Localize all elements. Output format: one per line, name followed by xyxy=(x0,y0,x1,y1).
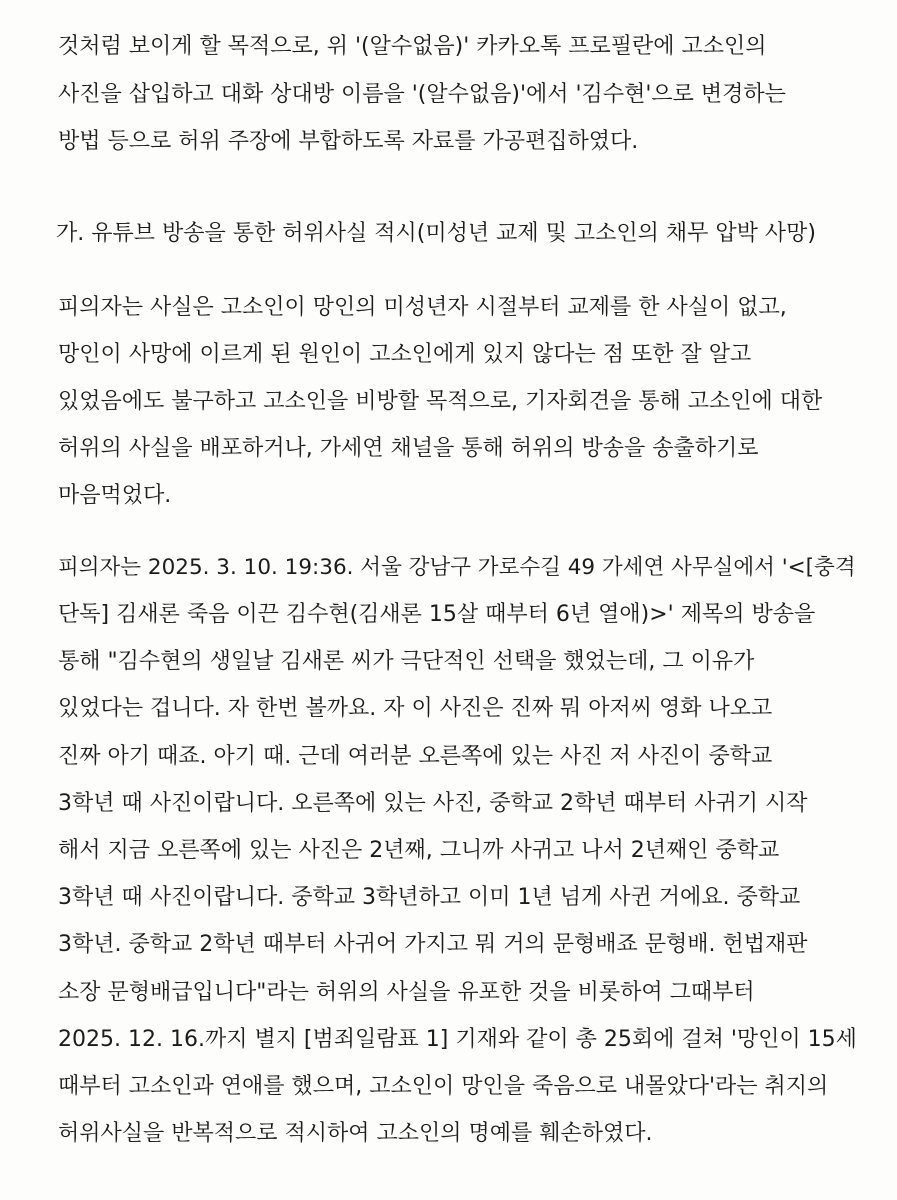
paragraph1-line-5: 마음먹었다. xyxy=(58,483,172,508)
section-heading: 가. 유튜브 방송을 통한 허위사실 적시(미성년 교제 및 고소인의 채무 압박 사망) xyxy=(56,221,816,246)
paragraph1-line-1: 피의자는 사실은 고소인이 망인의 미성년자 시절부터 교제를 한 사실이 없고, xyxy=(58,295,787,320)
paragraph1-line-4: 허위의 사실을 배포하거나, 가세연 채널을 통해 허위의 방송을 송출하기로 xyxy=(58,436,759,461)
intro-line-3: 방법 등으로 허위 주장에 부합하도록 자료를 가공편집하였다. xyxy=(58,129,639,154)
paragraph1-line-2: 망인이 사망에 이르게 된 원인이 고소인에게 있지 않다는 점 또한 잘 알고 xyxy=(58,342,752,367)
paragraph2-line-12: 때부터 고소인과 연애를 했으며, 고소인이 망인을 죽음으로 내몰았다'라는 취지의 xyxy=(58,1074,829,1099)
paragraph2-line-1: 피의자는 2025. 3. 10. 19:36. 서울 강남구 가로수길 49 가세연 사무실에서 '<[충격 xyxy=(58,555,856,580)
paragraph2-line-4: 있었다는 겁니다. 자 한번 볼까요. 자 이 사진은 진짜 뭐 아저씨 영화 나오고 xyxy=(58,696,773,721)
intro-line-1: 것처럼 보이게 할 목적으로, 위 '(알수없음)' 카카오톡 프로필란에 고소인의 xyxy=(58,34,767,59)
paragraph2-line-6: 3학년 때 사진이랍니다. 오른쪽에 있는 사진, 중학교 2학년 때부터 사귀기 시작 xyxy=(58,791,808,816)
paragraph2-line-5: 진짜 아기 때죠. 아기 때. 근데 여러분 오른쪽에 있는 사진 저 사진이 중학교 xyxy=(58,744,773,769)
paragraph2-line-10: 소장 문형배급입니다"라는 허위의 사실을 유포한 것을 비롯하여 그때부터 xyxy=(58,980,755,1005)
paragraph2-line-7: 해서 지금 오른쪽에 있는 사진은 2년째, 그니까 사귀고 나서 2년째인 중학교 xyxy=(58,838,780,863)
paragraph2-line-13: 허위사실을 반복적으로 적시하여 고소인의 명예를 훼손하였다. xyxy=(58,1121,653,1146)
paragraph2-line-2: 단독] 김새론 죽음 이끈 김수현(김새론 15살 때부터 6년 열애)>' 제목의 방송을 xyxy=(58,602,816,627)
paragraph1-line-3: 있었음에도 불구하고 고소인을 비방할 목적으로, 기자회견을 통해 고소인에 대한 xyxy=(58,389,823,414)
paragraph2-line-9: 3학년. 중학교 2학년 때부터 사귀어 가지고 뭐 거의 문형배죠 문형배. 헌법재판 xyxy=(58,932,808,957)
paragraph2-line-8: 3학년 때 사진이랍니다. 중학교 3학년하고 이미 1년 넘게 사귄 거에요. 중학교 xyxy=(58,885,801,910)
intro-line-2: 사진을 삽입하고 대화 상대방 이름을 '(알수없음)'에서 '김수현'으로 변경하는 xyxy=(58,82,786,107)
paragraph2-line-11: 2025. 12. 16.까지 별지 [범죄일람표 1] 기재와 같이 총 25회에 걸쳐 '망인이 15세 xyxy=(58,1027,857,1052)
paragraph2-line-3: 통해 "김수현의 생일날 김새론 씨가 극단적인 선택을 했었는데, 그 이유가 xyxy=(58,649,755,674)
